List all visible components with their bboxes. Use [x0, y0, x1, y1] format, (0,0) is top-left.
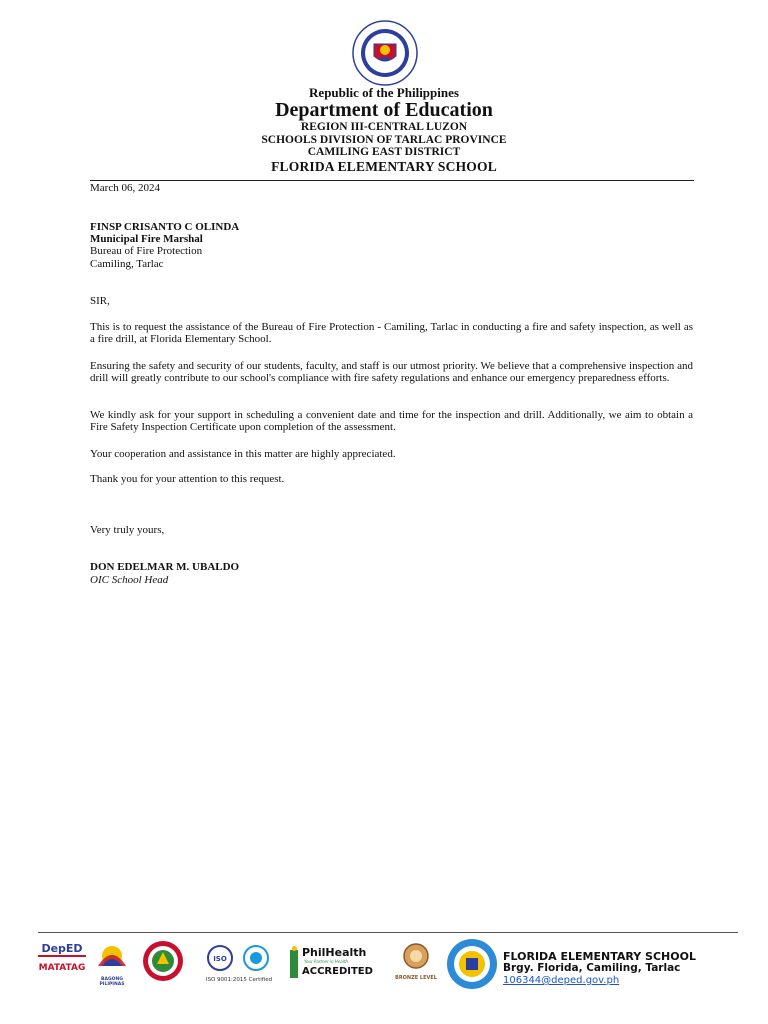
deped-seal-logo [352, 20, 418, 86]
recipient-org: Bureau of Fire Protection [90, 245, 203, 257]
bronze-level-badge [392, 942, 440, 984]
iso-label: ISO 9001:2015 Certified [205, 977, 273, 983]
philhealth-mark-icon [290, 950, 298, 978]
paragraph-5: Thank you for your attention to this request. [90, 473, 285, 485]
philhealth-dot-icon [292, 946, 297, 951]
salutation: SIR, [90, 295, 110, 307]
philhealth-wordmark: PhilHealth [302, 946, 367, 959]
paragraph-3: We kindly ask for your support in scheduling a convenient date and time for the inspection and drill. Additionally, we aim to obtain a Fire Safety Inspection Certificate upon completion of the assessment. [90, 409, 693, 433]
paragraph-1: This is to request the assistance of the Bureau of Fire Protection - Camiling, Tarlac in conducting a fire and safety inspection, as well as a fire drill, at Florida Elementary School. [90, 321, 693, 345]
philhealth-tagline: Your Partner in Health [304, 959, 348, 964]
footer-school-name: FLORIDA ELEMENTARY SCHOOL [503, 950, 696, 963]
recipient-title: Municipal Fire Marshal [90, 233, 203, 245]
recipient-location: Camiling, Tarlac [90, 258, 164, 270]
bronze-label: BRONZE LEVEL [395, 975, 437, 981]
signatory-title: OIC School Head [90, 574, 169, 586]
iso-certification-logo [200, 944, 278, 982]
paragraph-4: Your cooperation and assistance in this matter are highly appreciated. [90, 448, 396, 460]
bronze-medal-icon [392, 942, 440, 970]
iso-badges-icon [200, 944, 278, 972]
deped-wordmark: DepED [38, 942, 86, 957]
bagong-pilipinas-label: BAGONG PILIPINAS [99, 977, 125, 987]
paragraph-2: Ensuring the safety and security of our students, faculty, and staff is our utmost priority. We believe that a comprehensive inspection and drill will greatly contribute to our school's compliance with fire safety regulations and enhance our emergency preparedness efforts. [90, 360, 693, 384]
svg-text:ISO: ISO [213, 955, 227, 963]
division-heading: SCHOOLS DIVISION OF TARLAC PROVINCE [261, 134, 507, 146]
district-heading: CAMILING EAST DISTRICT [307, 146, 461, 158]
region-heading: REGION III-CENTRAL LUZON [300, 121, 468, 133]
letter-date: March 06, 2024 [90, 182, 160, 194]
signatory-name: DON EDELMAR M. UBALDO [90, 561, 240, 573]
philhealth-accredited-logo [290, 946, 378, 982]
footer-divider [38, 932, 738, 933]
footer-email-link[interactable]: 106344@deped.gov.ph [503, 975, 620, 986]
matatag-wordmark: MATATAG [38, 963, 86, 973]
closing: Very truly yours, [90, 524, 165, 536]
department-heading: Department of Education [275, 99, 493, 121]
header-divider [90, 180, 694, 181]
bagong-pilipinas-sun-icon [90, 940, 134, 972]
bagong-pilipinas-logo [90, 940, 134, 987]
republic-heading: Republic of the Philippines [309, 85, 459, 100]
recipient-name: FINSP CRISANTO C OLINDA [90, 221, 240, 233]
deped-matatag-logo [38, 942, 86, 980]
division-seal-logo [142, 940, 184, 982]
footer-school-address: Brgy. Florida, Camiling, Tarlac [503, 962, 681, 974]
accredited-label: ACCREDITED [302, 966, 373, 977]
school-heading: FLORIDA ELEMENTARY SCHOOL [271, 159, 497, 174]
florida-school-seal-logo [446, 938, 498, 990]
